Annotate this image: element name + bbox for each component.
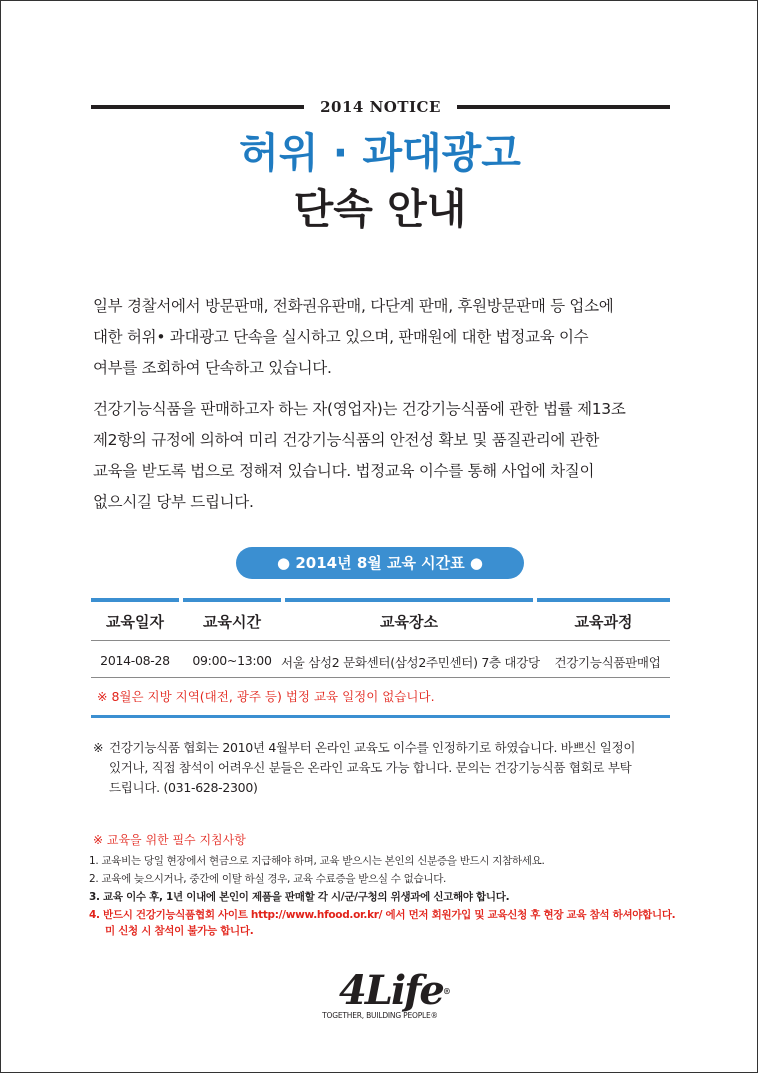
notice-label: 2014 NOTICE xyxy=(320,98,441,116)
table-cell-place: 서울 삼성2 문화센터(삼성2주민센터) 7층 대강당 xyxy=(281,655,540,670)
header-rule-left xyxy=(91,105,304,109)
table-header-date: 교육일자 xyxy=(106,613,164,631)
table-header-course: 교육과정 xyxy=(574,613,633,631)
guidelines-title: ※ 교육을 위한 필수 지침사항 xyxy=(93,833,246,847)
paragraph-line: 제2항의 규정에 의하여 미리 건강기능식품의 안전성 확보 및 품질관리에 관한 xyxy=(93,431,600,449)
table-row-divider xyxy=(91,677,670,678)
schedule-title-pill: ● 2014년 8월 교육 시간표 ● xyxy=(236,547,524,579)
note-line: 드립니다. (031-628-2300) xyxy=(109,780,258,795)
note-mark: ※ xyxy=(93,740,104,755)
paragraph-line: 교육을 받도록 법으로 정해져 있습니다. 법정교육 이수를 통해 사업에 차질이 xyxy=(93,462,595,480)
paragraph-line: 건강기능식품을 판매하고자 하는 자(영업자)는 건강기능식품에 관한 법률 제13조 xyxy=(93,400,626,418)
regional-schedule-note: ※ 8월은 지방 지역(대전, 광주 등) 법정 교육 일정이 없습니다. xyxy=(97,689,435,704)
guideline-item: 3. 교육 이수 후, 1년 이내에 본인이 제품을 판매할 각 시/군/구청의 위생과에 신고해야 합니다. xyxy=(89,891,510,903)
guideline-item: 4. 반드시 건강기능식품협회 사이트 http://www.hfood.or.kr/ 에서 먼저 회원가입 및 교육신청 후 현장 교육 참석 하셔야합니다. xyxy=(89,909,676,921)
table-header-divider xyxy=(91,640,670,641)
brand-logo-text: 4Life xyxy=(339,967,443,1014)
notice-header-bar xyxy=(91,97,670,117)
table-cell-course: 건강기능식품판매업 xyxy=(554,655,661,670)
title-line-2: 단속 안내 xyxy=(293,185,467,233)
table-bottom-rule xyxy=(91,715,670,718)
online-education-note xyxy=(93,738,673,798)
paragraph-line: 일부 경찰서에서 방문판매, 전화권유판매, 다단계 판매, 후원방문판매 등 업소에 xyxy=(93,297,614,315)
table-header-place: 교육장소 xyxy=(380,613,438,631)
paragraph-line: 대한 허위• 과대광고 단속을 실시하고 있으며, 판매원에 대한 법정교육 이수 xyxy=(93,328,589,346)
header-rule-right xyxy=(457,105,670,109)
guideline-item: 미 신청 시 참석이 불가능 합니다. xyxy=(105,925,254,937)
brand-logo xyxy=(339,969,449,1013)
brand-tagline: TOGETHER, BUILDING PEOPLE® xyxy=(322,1011,438,1020)
table-cell-time: 09:00~13:00 xyxy=(192,653,272,668)
paragraph-line: 없으시길 당부 드립니다. xyxy=(93,493,254,511)
paragraph-line: 여부를 조회하여 단속하고 있습니다. xyxy=(93,359,332,377)
table-top-rule xyxy=(91,598,670,602)
law-paragraph xyxy=(93,394,673,518)
guideline-item: 2. 교육에 늦으시거나, 중간에 이탈 하실 경우, 교육 수료증을 받으실 수 없습니다. xyxy=(89,873,447,885)
registered-mark: ® xyxy=(442,986,449,996)
table-cell-date: 2014-08-28 xyxy=(100,653,170,668)
guideline-item: 1. 교육비는 당일 현장에서 현금으로 지급해야 하며, 교육 받으시는 본인의 신분증을 반드시 지참하세요. xyxy=(89,855,545,867)
intro-paragraph xyxy=(93,291,673,384)
title-line-1: 허위 · 과대광고 xyxy=(239,129,521,177)
note-line: 건강기능식품 협회는 2010년 4월부터 온라인 교육도 이수를 인정하기로 하였습니다. 바쁘신 일정이 xyxy=(109,740,636,755)
table-header-time: 교육시간 xyxy=(203,613,261,631)
note-line: 있거나, 직접 참석이 어려우신 분들은 온라인 교육도 가능 합니다. 문의는 건강기능식품 협회로 부탁 xyxy=(109,760,632,775)
